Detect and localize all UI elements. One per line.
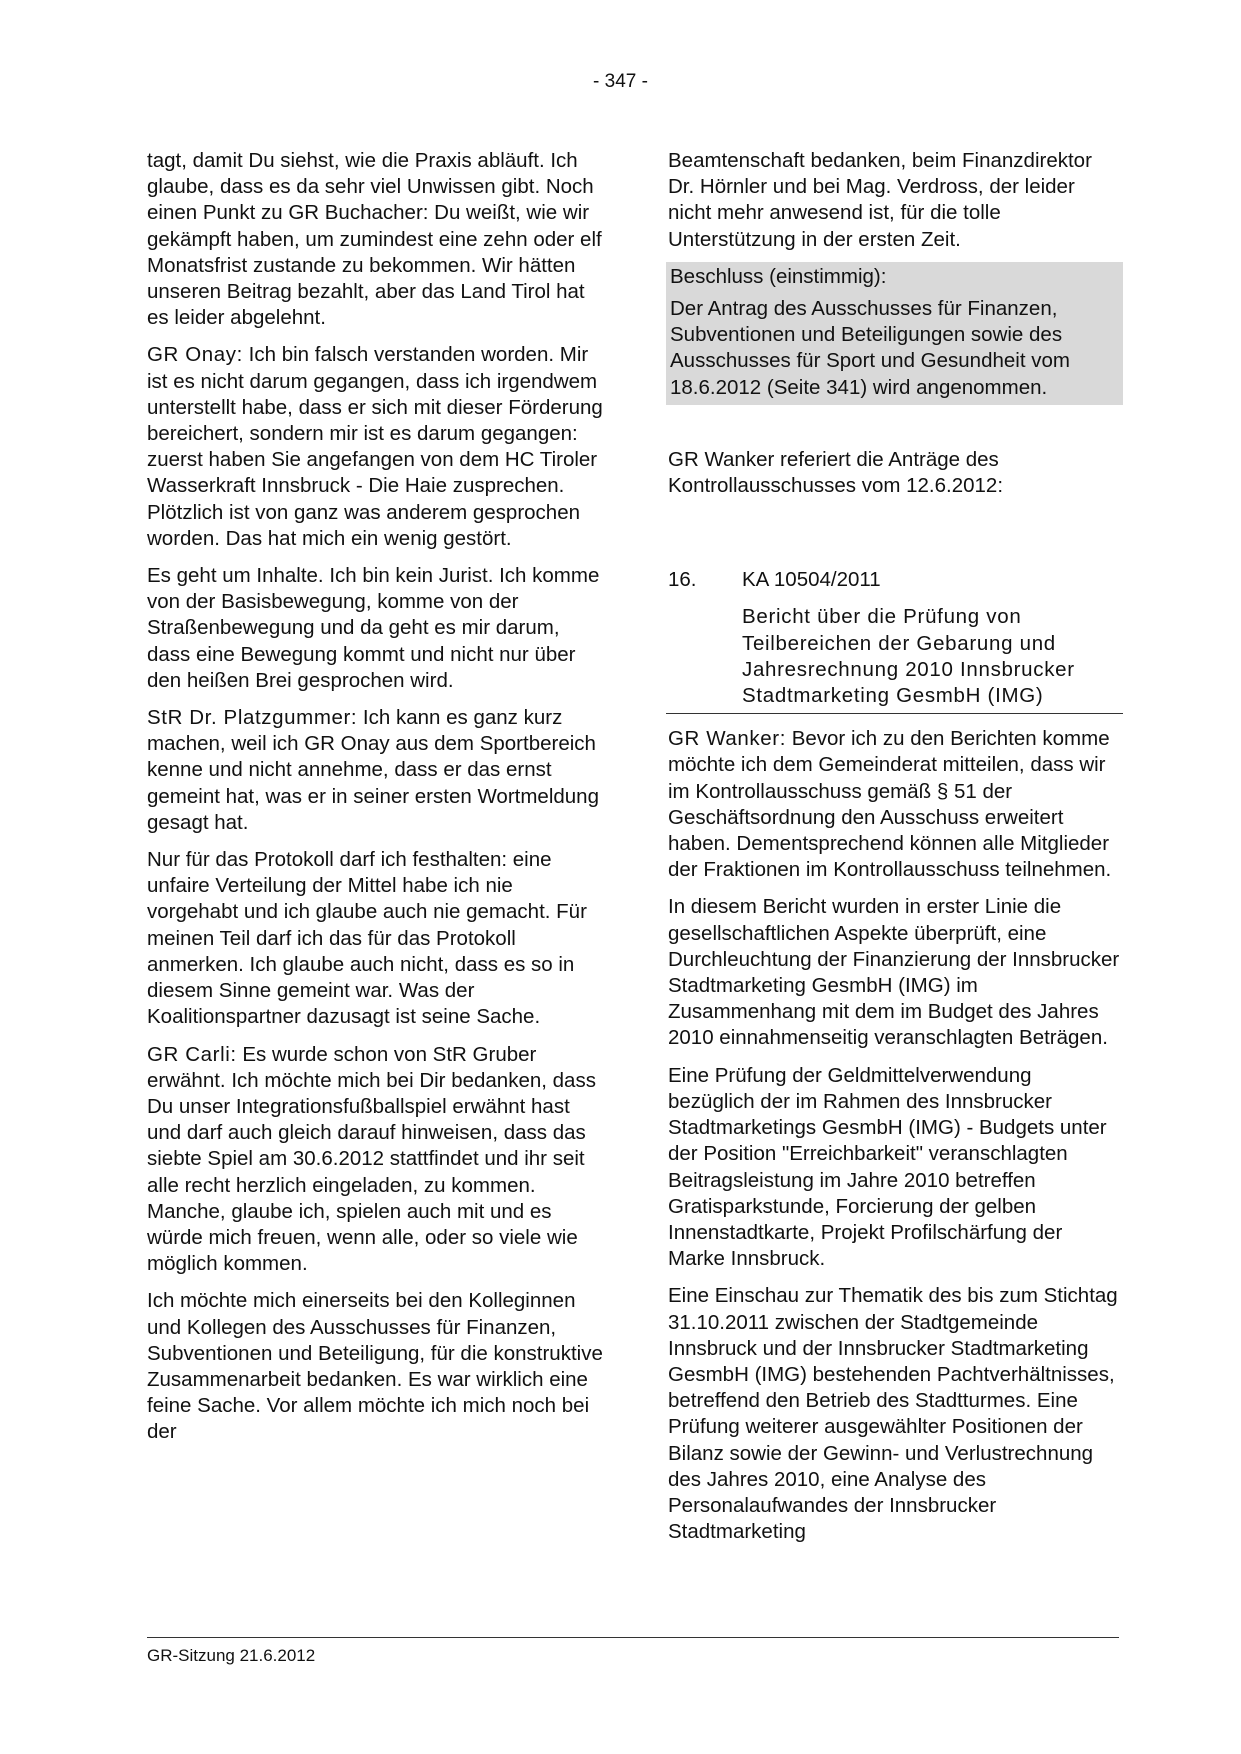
paragraph: Nur für das Protokoll darf ich festhalten: eine unfaire Verteilung der Mittel habe ich nie vorgehabt und ich glaube auch nie gemacht. Für meinen Teil darf ich das für das Protokoll anmerken. Ich glaube auch nicht, dass es so in diesem Sinne gemeint war. Was der Koalitionspartner dazusagt ist seine Sache.: [147, 848, 587, 1029]
paragraph: Beamtenschaft bedanken, beim Finanzdirektor Dr. Hörnler und bei Mag. Verdross, der leider nicht mehr anwesend ist, für die tolle Unterstützung in der ersten Zeit.: [668, 149, 1092, 251]
report-intro: GR Wanker referiert die Anträge des Kontrollausschusses vom 12.6.2012:: [668, 447, 1004, 498]
speech-text: Bevor ich zu den Berichten komme möchte ich dem Gemeinderat mitteilen, dass wir im Kontrollausschuss gemäß § 51 der Geschäftsordnung den Ausschuss erweitert haben. Dementsprechend können alle Mitglieder der Fraktionen im Kontrollausschuss teilnehmen.: [668, 727, 1112, 882]
paragraph: Eine Einschau zur Thematik des bis zum Stichtag 31.10.2011 zwischen der Stadtgemeinde Innsbruck und der Innsbrucker Stadtmarketing GesmbH (IMG) bestehenden Pachtverhältnisses, betreffend den Betrieb des Stadtturmes. Eine Prüfung weiterer ausgewählter Positionen der Bilanz sowie der Gewinn- und Verlustrechnung des Jahres 2010, eine Analyse des Personalaufwandes der Innsbrucker Stadtmarketing: [668, 1284, 1118, 1544]
paragraph: Es geht um Inhalte. Ich bin kein Jurist. Ich komme von der Basisbewegung, komme von der Straßenbewegung und da geht es mir darum, dass eine Bewegung kommt und nicht nur über den heißen Brei gesprochen wird.: [147, 564, 600, 692]
item-code: KA 10504/2011: [742, 568, 881, 592]
right-column: [668, 148, 1123, 1556]
item-description: Bericht über die Prüfung von Teilbereichen der Gebarung und Jahresrechnung 2010 Innsbrucker Stadtmarketing GesmbH (IMG): [742, 605, 1075, 708]
left-column: [147, 148, 607, 1457]
speech-carli: [147, 1042, 607, 1278]
resolution-text: Der Antrag des Ausschusses für Finanzen, Subventionen und Beteiligungen sowie des Ausschusses für Sport und Gesundheit vom 18.6.2012 (Seite 341) wird angenommen.: [670, 297, 1070, 399]
item-number: 16.: [668, 568, 697, 592]
footer-divider: [147, 1637, 1119, 1638]
speech-text: Ich kann es ganz kurz machen, weil ich GR Onay aus dem Sportbereich kenne und nicht annehme, dass er das ernst gemeint hat, was er in seiner ersten Wortmeldung gesagt hat.: [147, 706, 599, 834]
paragraph: tagt, damit Du siehst, wie die Praxis abläuft. Ich glaube, dass es da sehr viel Unwissen gibt. Noch einen Punkt zu GR Buchacher: Du weißt, wie wir gekämpft haben, um zumindest eine zehn oder elf Monatsfrist zustande zu bekommen. Wir hätten unseren Beitrag bezahlt, aber das Land Tirol hat es leider abgelehnt.: [147, 149, 602, 330]
resolution-box: [666, 262, 1123, 405]
speech-onay: [147, 342, 607, 552]
footer-text: GR-Sitzung 21.6.2012: [147, 1646, 316, 1665]
speech-text: Es wurde schon von StR Gruber erwähnt. Ich möchte mich bei Dir bedanken, dass Du unser Integrationsfußballspiel erwähnt hast und darf auch gleich darauf hinweisen, dass das siebte Spiel am 30.6.2012 stattfindet und ihr seit alle recht herzlich eingeladen, zu kommen. Manche, glaube ich, spielen auch mit und es würde mich freuen, wenn alle, oder so viele wie möglich kommen.: [147, 1042, 596, 1276]
speech-text: Ich bin falsch verstanden worden. Mir ist es nicht darum gegangen, dass ich irgendwem unterstellt habe, dass er sich mit dieser Förderung bereichert, sondern mir ist es darum gegangen: zuerst haben Sie angefangen von dem HC Tiroler Wasserkraft Innsbruck - Die Haie zusprechen. Plötzlich ist von ganz was anderem gesprochen worden. Das hat mich ein wenig gestört.: [147, 343, 603, 550]
speaker-name: GR Wanker:: [668, 727, 787, 751]
paragraph: Eine Prüfung der Geldmittelverwendung bezüglich der im Rahmen des Innsbrucker Stadtmarketings GesmbH (IMG) - Budgets unter der Position "Erreichbarkeit" veranschlagten Beitragsleistung im Jahre 2010 betreffen Gratisparkstunde, Forcierung der gelben Innenstadtkarte, Projekt Profilschärfung der Marke Innsbruck.: [668, 1063, 1107, 1271]
speech-platzgummer: [147, 705, 607, 836]
speech-wanker: [668, 726, 1123, 883]
resolution-heading: Beschluss (einstimmig):: [670, 264, 887, 288]
item-divider: [666, 713, 1123, 714]
agenda-item: [668, 567, 1123, 593]
speaker-name: StR Dr. Platzgummer:: [147, 706, 358, 730]
speaker-name: GR Onay:: [147, 343, 243, 367]
paragraph: Ich möchte mich einerseits bei den Kolleginnen und Kollegen des Ausschusses für Finanzen, Subventionen und Beteiligung, für die konstruktive Zusammenarbeit bedanken. Es war wirklich eine feine Sache. Vor allem möchte ich mich noch bei der: [147, 1289, 603, 1444]
paragraph: In diesem Bericht wurden in erster Linie die gesellschaftlichen Aspekte überprüft, eine Durchleuchtung der Finanzierung der Innsbrucker Stadtmarketing GesmbH (IMG) im Zusammenhang mit dem im Budget des Jahres 2010 einnahmenseitig veranschlagten Beträgen.: [668, 895, 1120, 1050]
speaker-name: GR Carli:: [147, 1042, 237, 1066]
page-number: - 347 -: [593, 71, 648, 92]
